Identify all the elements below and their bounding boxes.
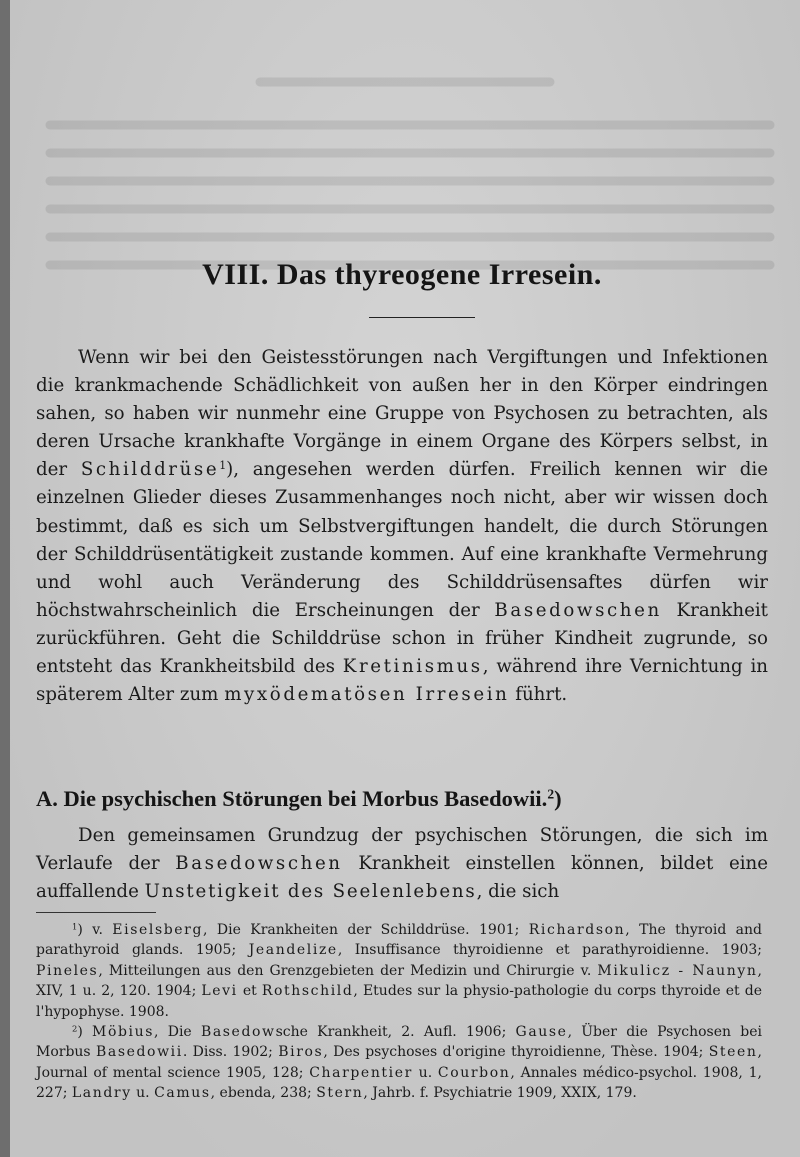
- footnote-2: [36, 1022, 762, 1104]
- footnote-text-run: , ebenda, 238;: [210, 1085, 317, 1102]
- footnote-text-run: et: [237, 983, 262, 1000]
- section-text-1: Den gemeinsamen Grundzug der psychischen Störungen, die sich im Verlaufe der: [36, 825, 768, 875]
- footnote-text-run: ): [77, 1024, 93, 1040]
- term-basedowschen: Basedowschen: [494, 599, 662, 621]
- footnote-author-name: Mikulicz - Naunyn: [597, 962, 758, 979]
- footnote-author-name: Möbius: [92, 1024, 155, 1040]
- footnote-text-run: ) v.: [77, 922, 113, 938]
- footnote-text-run: , The thyroid and parathyroid glands. 1905;: [36, 922, 763, 959]
- footnote-ref-2[interactable]: 2: [547, 786, 555, 802]
- footnote-author-name: Jeandelize: [248, 942, 338, 959]
- section-text-2: Krankheit einstellen können, bildet eine auffallende: [36, 853, 768, 903]
- section-heading: [36, 786, 562, 812]
- footnote-text-run: u.: [412, 1064, 438, 1081]
- footnote-text-run: , Mitteilungen aus den Grenzgebieten der Medizin und Chirurgie v.: [98, 962, 598, 979]
- footnote-author-name: Steen: [708, 1044, 758, 1061]
- footnote-mark-2: 2: [72, 1023, 78, 1034]
- footnote-text-run: . Diss. 1902;: [182, 1044, 279, 1061]
- bleed-through-lines: [10, 70, 800, 270]
- section-paragraph: [36, 822, 768, 906]
- footnote-1: [36, 920, 762, 1022]
- bleed-through-texture: [10, 70, 800, 278]
- footnote-author-name: Eiselsberg: [112, 922, 204, 938]
- footnote-text-run: , Über die Psychosen bei Morbus: [36, 1024, 762, 1061]
- footnote-2-text: [36, 1024, 762, 1101]
- book-page: [10, 0, 800, 1157]
- footnote-text-run: , XIV, 1 u. 2, 120. 1904;: [36, 962, 762, 1000]
- footnote-text-run: sche Krankheit, 2. Aufl. 1906;: [275, 1024, 516, 1040]
- section-heading-tail: ): [554, 786, 562, 811]
- footnote-author-name: Richardson: [528, 922, 626, 938]
- footnote-author-name: Rothschild: [261, 983, 354, 1000]
- term-schilddruese: Schilddrüse: [80, 459, 220, 481]
- footnote-author-name: Charpentier: [309, 1064, 413, 1081]
- section-heading-text: A. Die psychischen Störungen bei Morbus Basedowii.: [36, 786, 548, 811]
- footnote-mark-1: 1: [72, 921, 78, 932]
- footnote-text-run: , Etudes sur la physio-pathologie du corps thyroide et de l'hypophyse. 1908.: [36, 983, 763, 1020]
- footnote-author-name: Stern: [316, 1085, 364, 1102]
- footnote-text-run: , Jahrb. f. Psychiatrie 1909, XXIX, 179.: [363, 1085, 637, 1102]
- intro-text-5: führt.: [509, 684, 568, 706]
- footnote-text-run: , Journal of mental science 1905, 128;: [36, 1044, 762, 1081]
- term-kretinismus: Kretinismus: [342, 656, 483, 678]
- footnote-author-name: Courbon: [437, 1064, 511, 1081]
- term-myxoedem: myxödematösen Irresein: [224, 684, 510, 706]
- footnote-rule: [36, 912, 156, 913]
- footnote-author-name: Gause: [515, 1024, 568, 1040]
- footnote-author-name: Levi: [201, 983, 238, 1000]
- footnote-text-run: , Annales médico-psychol. 1908, 1, 227;: [36, 1064, 762, 1102]
- footnote-text-run: , Die Krankheiten der Schilddrüse. 1901;: [203, 922, 529, 938]
- intro-paragraph: [36, 344, 768, 709]
- footnote-text-run: , Des psychoses d'origine thyroidienne, Thèse. 1904;: [323, 1044, 709, 1061]
- term-unstetigkeit: Unstetigkeit des Seelenlebens: [144, 881, 477, 903]
- intro-text-3: Krankheit zurückführen. Geht die Schilddrüse schon in früher Kindheit zugrunde, so entsteht das Krankheitsbild des: [36, 599, 768, 678]
- footnote-author-name: Biros: [278, 1044, 324, 1061]
- footnote-1-text: [36, 922, 762, 1020]
- intro-text-4: , während ihre Vernichtung in späterem Alter zum: [36, 656, 768, 706]
- footnote-author-name: Landry: [71, 1085, 132, 1102]
- footnote-author-name: Pineles: [36, 962, 99, 979]
- footnote-ref-1[interactable]: 1: [219, 459, 227, 473]
- footnote-author-name: Basedowii: [95, 1044, 183, 1061]
- footnote-author-name: Camus: [154, 1085, 211, 1102]
- term-basedowschen-2: Basedowschen: [175, 853, 343, 875]
- intro-text-2: ), angesehen werden dürfen. Freilich kennen wir die einzelnen Glieder dieses Zusammenhanges noch nicht, aber wir wissen doch bestimmt, daß es sich um Selbstvergiftungen handelt, die durch Störungen der Schilddrüsentätigkeit zustande kommen. Auf eine krankhafte Vermehrung und wohl auch Veränderung des Schilddrüsensaftes dürfen wir höchstwahrscheinlich die Erscheinungen der: [36, 459, 768, 621]
- intro-text-1: Wenn wir bei den Geistesstörungen nach Vergiftungen und Infektionen die krankmachende Schädlichkeit von außen her in den Körper eindringen sahen, so haben wir nunmehr eine Gruppe von Psychosen zu betrachten, als deren Ursache krankhafte Vorgänge in einem Organe des Körpers selbst, in der: [36, 347, 768, 481]
- footnote-text-run: , Die: [154, 1024, 201, 1040]
- title-rule: [369, 317, 475, 318]
- footnote-text-run: , Insuffisance thyroidienne et parathyroidienne. 1903;: [337, 942, 762, 959]
- footnote-text-run: u.: [131, 1085, 155, 1102]
- footnote-author-name: Basedow: [200, 1024, 276, 1040]
- chapter-title: VIII. Das thyreogene Irresein.: [202, 258, 602, 291]
- section-text-3: , die sich: [476, 881, 560, 903]
